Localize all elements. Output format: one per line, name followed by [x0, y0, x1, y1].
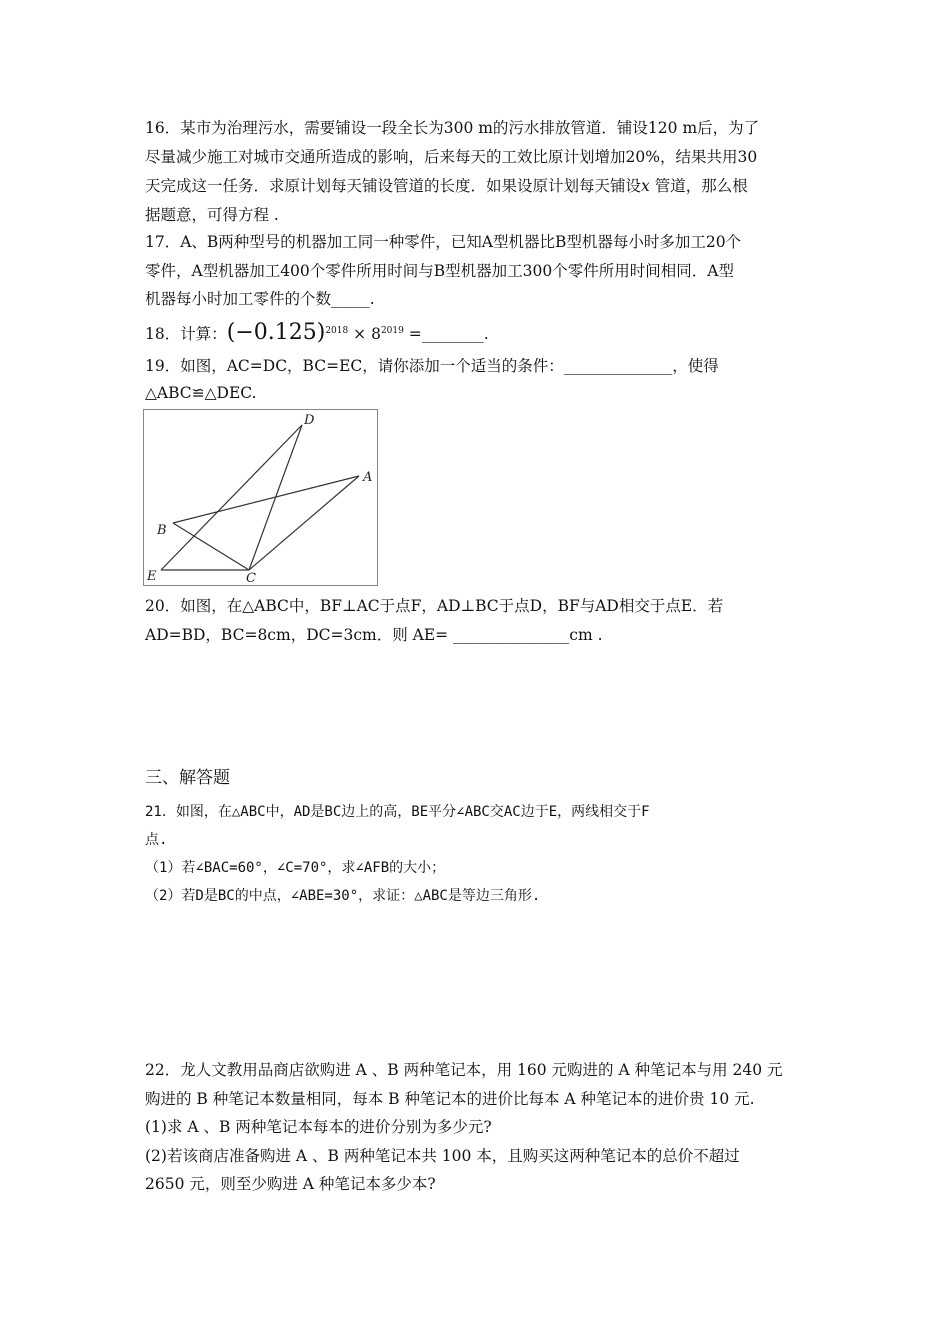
q16-line-4: 据题意，可得方程 . [145, 206, 279, 224]
q18-exponent-1: 2018 [325, 326, 349, 336]
q21-line-4: （2）若D是BC的中点，∠ABE=30°，求证：△ABC是等边三角形. [145, 888, 541, 904]
q17-line-3: 机器每小时加工零件的个数_____. [145, 290, 375, 308]
q18-prefix: 18．计算： [145, 325, 227, 343]
q22-line-4: (2)若该商店准备购进 A 、B 两种笔记本共 100 本，且购买这两种笔记本的总价不超过 [145, 1147, 740, 1165]
label-e: E [147, 569, 157, 584]
q18-exponent-2: 2019 [380, 326, 404, 336]
q19-figure [143, 409, 378, 586]
section-heading: 三、解答题 [145, 768, 230, 788]
q19-line-2: △ABC≌△DEC. [145, 384, 257, 402]
label-b: B [157, 523, 167, 538]
label-a: A [363, 470, 373, 485]
q18-base: (−0.125) [226, 320, 326, 345]
q16-line-3-tail: 管道，那么根 [649, 177, 748, 195]
label-d: D [304, 413, 315, 428]
q18-answer-blank: =________. [403, 325, 489, 343]
q16-line-3-text: 天完成这一任务．求原计划每天铺设管道的长度．如果设原计划每天铺设 [145, 177, 642, 195]
q16-line-1: 16．某市为治理污水，需要铺设一段全长为300 m的污水排放管道．铺设120 m后，为了 [145, 119, 760, 137]
q21-line-3: （1）若∠BAC=60°，∠C=70°，求∠AFB的大小； [145, 860, 446, 876]
q20-line-1: 20．如图，在△ABC中，BF⊥AC于点F，AD⊥BC于点D，BF与AD相交于点E．若 [145, 597, 724, 615]
q18-line [145, 318, 489, 347]
q17-line-1: 17．A、B两种型号的机器加工同一种零件，已知A型机器比B型机器每小时多加工20个 [145, 233, 742, 251]
q21-line-2: 点. [145, 832, 168, 848]
q16-line-2: 尽量减少施工对城市交通所造成的影响，后来每天的工效比原计划增加20%，结果共用30 [145, 148, 758, 166]
q18-times-8: × 8 [348, 325, 381, 343]
q22-line-2: 购进的 B 种笔记本数量相同，每本 B 种笔记本的进价比每本 A 种笔记本的进价贵 10 元. [145, 1090, 755, 1108]
q22-line-3: (1)求 A 、B 两种笔记本每本的进价分别为多少元? [145, 1118, 492, 1136]
label-c: C [246, 571, 256, 586]
q21-line-1: 21．如图，在△ABC中，AD是BC边上的高，BE平分∠ABC交AC边于E，两线相交于F [145, 804, 650, 820]
q22-line-5: 2650 元，则至少购进 A 种笔记本多少本? [145, 1175, 436, 1193]
segment-ed [161, 425, 302, 570]
q19-line-1: 19．如图，AC=DC，BC=EC，请你添加一个适当的条件：______________，使得 [145, 357, 719, 375]
geometry-diagram [144, 410, 379, 587]
q16-line-3 [145, 176, 748, 196]
q17-line-2: 零件，A型机器加工400个零件所用时间与B型机器加工300个零件所用时间相同．A型 [145, 262, 734, 280]
q20-line-2: AD=BD，BC=8cm，DC=3cm．则 AE= _______________cm . [145, 626, 603, 644]
q22-line-1: 22．龙人文教用品商店欲购进 A 、B 两种笔记本，用 160 元购进的 A 种笔记本与用 240 元 [145, 1061, 783, 1079]
q16-variable-x: x [641, 177, 650, 195]
